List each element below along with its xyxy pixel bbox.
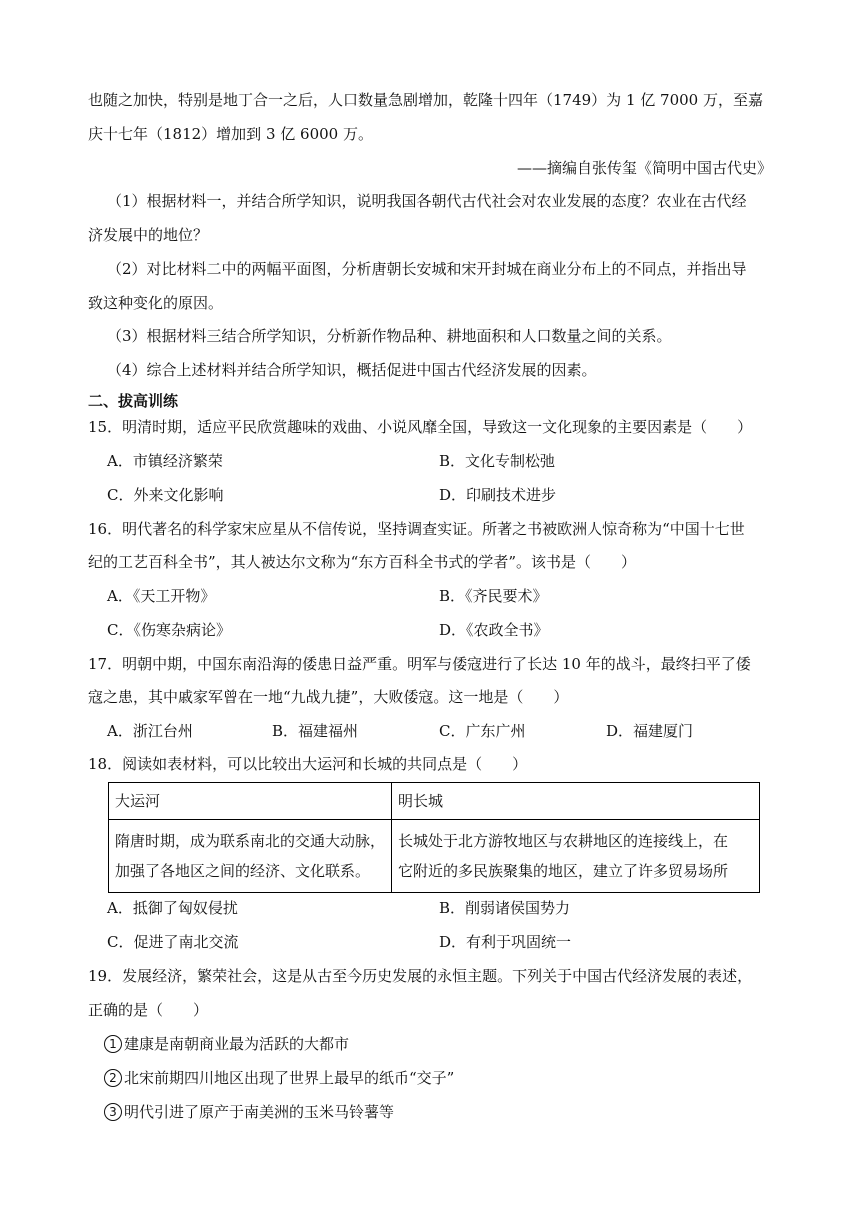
q17-option-d[interactable]: D．福建厦门 — [606, 722, 694, 740]
q15-stem: 15．明清时期，适应平民欣赏趣味的戏曲、小说风靡全国，导致这一文化现象的主要因素是（ ） — [88, 418, 753, 436]
q19-statement-3 — [104, 1101, 394, 1123]
q18-option-b[interactable]: B．削弱诸侯国势力 — [439, 899, 571, 917]
comparison-table — [108, 782, 760, 893]
q19-stem: 正确的是（ ） — [88, 1001, 209, 1019]
q17-option-b[interactable]: B．福建福州 — [272, 722, 359, 740]
q16-option-b[interactable]: B．《齐民要术》 — [439, 587, 548, 605]
q15-option-a[interactable]: A．市镇经济繁荣 — [107, 452, 223, 470]
q15-option-d[interactable]: D．印刷技术进步 — [439, 486, 557, 504]
circled-number: 1 — [104, 1035, 122, 1053]
table-cell-canal — [109, 820, 392, 893]
q15-option-b[interactable]: B．文化专制松弛 — [439, 452, 556, 470]
table-cell-line: 它附近的多民族聚集的地区，建立了许多贸易场所 — [398, 862, 729, 880]
q17-option-a[interactable]: A．浙江台州 — [107, 722, 193, 740]
section-title: 二、拔高训练 — [88, 392, 179, 410]
q16-option-c[interactable]: C．《伤寒杂病论》 — [107, 621, 231, 639]
q18-stem: 18．阅读如表材料，可以比较出大运河和长城的共同点是（ ） — [88, 755, 528, 773]
q16-stem: 16．明代著名的科学家宋应星从不信传说，坚持调查实证。所著之书被欧洲人惊奇称为“中国十七世 — [88, 520, 745, 538]
q19-statement-2 — [104, 1067, 454, 1089]
question-1-line: 济发展中的地位？ — [88, 226, 209, 244]
question-3: （3）根据材料三结合所学知识，分析新作物品种、耕地面积和人口数量之间的关系。 — [107, 327, 672, 345]
question-2-line: 致这种变化的原因。 — [88, 294, 224, 312]
table-cell-line: 加强了各地区之间的经济、文化联系。 — [115, 862, 371, 880]
material-text-line: 庆十七年（1812）增加到 3 亿 6000 万。 — [88, 125, 373, 143]
q19-statement-1 — [104, 1033, 349, 1055]
circled-number: 3 — [104, 1103, 122, 1121]
table-cell-line: 隋唐时期，成为联系南北的交通大动脉， — [115, 832, 386, 850]
q16-option-a[interactable]: A．《天工开物》 — [107, 587, 216, 605]
q16-option-d[interactable]: D．《农政全书》 — [439, 621, 549, 639]
q16-stem: 纪的工艺百科全书”，其人被达尔文称为“东方百科全书式的学者”。该书是（ ） — [88, 553, 637, 571]
q19-stem: 19．发展经济，繁荣社会，这是从古至今历史发展的永恒主题。下列关于中国古代经济发展的表述， — [88, 967, 753, 985]
q18-option-d[interactable]: D．有利于巩固统一 — [439, 933, 572, 951]
material-source: ——摘编自张传玺《简明中国古代史》 — [516, 159, 772, 177]
table-cell-line: 长城处于北方游牧地区与农耕地区的连接线上，在 — [398, 832, 729, 850]
question-4: （4）综合上述材料并结合所学知识，概括促进中国古代经济发展的因素。 — [107, 361, 597, 379]
circled-number: 2 — [104, 1069, 122, 1087]
statement-text: 建康是南朝商业最为活跃的大都市 — [124, 1035, 350, 1053]
material-text-line: 也随之加快，特别是地丁合一之后，人口数量急剧增加，乾隆十四年（1749）为 1 亿 7000 万，至嘉 — [88, 91, 763, 109]
table-header-wall: 明长城 — [392, 783, 760, 820]
question-1-line: （1）根据材料一，并结合所学知识，说明我国各朝代古代社会对农业发展的态度？农业在古代经 — [107, 192, 747, 210]
q17-option-c[interactable]: C．广东广州 — [439, 722, 526, 740]
q17-stem: 17．明朝中期，中国东南沿海的倭患日益严重。明军与倭寇进行了长达 10 年的战斗，最终扫平了倭 — [88, 655, 751, 673]
table-cell-wall — [392, 820, 760, 893]
question-2-line: （2）对比材料二中的两幅平面图，分析唐朝长安城和宋开封城在商业分布上的不同点，并指出导 — [107, 260, 747, 278]
table-header-canal: 大运河 — [109, 783, 392, 820]
q18-option-c[interactable]: C．促进了南北交流 — [107, 933, 239, 951]
q18-option-a[interactable]: A．抵御了匈奴侵扰 — [107, 899, 238, 917]
q17-stem: 寇之患，其中戚家军曾在一地“九战九捷”，大败倭寇。这一地是（ ） — [88, 688, 569, 706]
statement-text: 北宋前期四川地区出现了世界上最早的纸币“交子” — [124, 1069, 455, 1087]
q15-option-c[interactable]: C．外来文化影响 — [107, 486, 224, 504]
statement-text: 明代引进了原产于南美洲的玉米马铃薯等 — [124, 1103, 395, 1121]
